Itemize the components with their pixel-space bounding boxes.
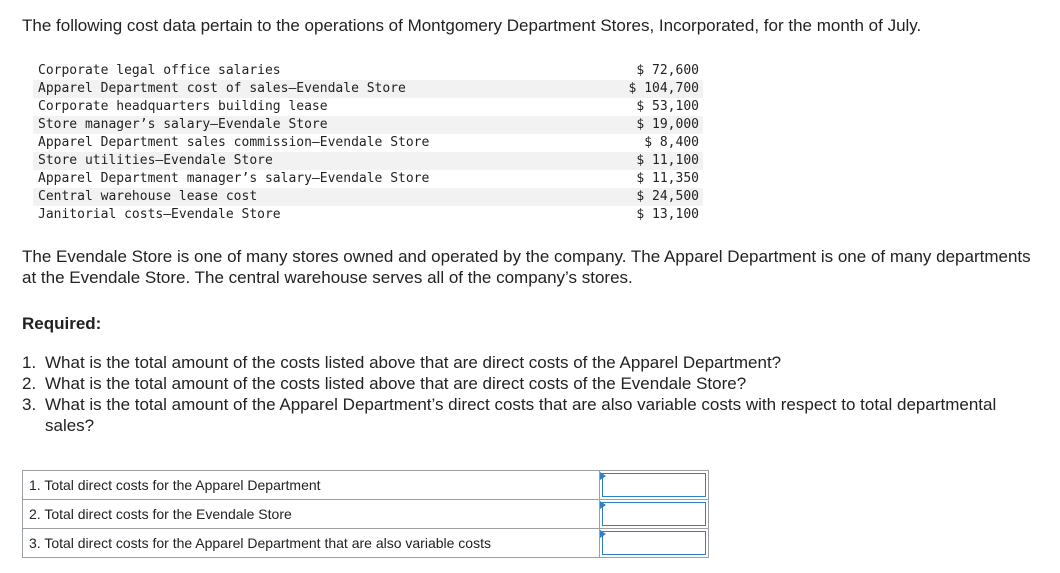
question-number: 1. <box>22 353 37 372</box>
question-text: What is the total amount of the costs listed above that are direct costs of the Apparel Department? <box>45 353 782 372</box>
cost-amount: $ 13,100 <box>636 207 699 222</box>
cost-row <box>33 98 703 116</box>
question-item <box>22 373 1042 394</box>
input-marker-icon <box>600 472 606 480</box>
input-marker-icon <box>600 501 606 509</box>
answer-label: 3. Total direct costs for the Apparel Department that are also variable costs <box>23 529 600 558</box>
answer-row <box>23 471 709 500</box>
cost-row <box>33 152 703 170</box>
question-text: What is the total amount of the Apparel Department’s direct costs that are also variable costs with respect to total departmental sales? <box>45 395 997 435</box>
apparel-direct-costs-input[interactable] <box>602 473 706 497</box>
cost-amount: $ 53,100 <box>636 99 699 114</box>
cost-label: Apparel Department cost of sales—Evendale Store <box>33 80 574 98</box>
question-item <box>22 394 1042 436</box>
answer-cell <box>600 529 709 558</box>
cost-label: Apparel Department sales commission—Evendale Store <box>38 135 430 150</box>
cost-data-table <box>33 62 703 224</box>
question-number: 2. <box>22 374 37 393</box>
answer-row <box>23 500 709 529</box>
question-item <box>22 352 1042 373</box>
cost-label: Store manager’s salary—Evendale Store <box>33 116 574 134</box>
cost-label: Store utilities—Evendale Store <box>33 152 574 170</box>
intro-text: The following cost data pertain to the operations of Montgomery Department Stores, Incorporated, for the month of July. <box>22 16 922 35</box>
evendale-direct-costs-input[interactable] <box>602 502 706 526</box>
answer-label: 2. Total direct costs for the Evendale Store <box>23 500 600 529</box>
cost-amount: $ 24,500 <box>574 188 703 206</box>
cost-label: Corporate legal office salaries <box>38 63 281 78</box>
answer-row <box>23 529 709 558</box>
required-heading: Required: <box>22 314 102 333</box>
cost-label: Central warehouse lease cost <box>33 188 574 206</box>
answer-label: 1. Total direct costs for the Apparel Department <box>23 471 600 500</box>
cost-row <box>33 134 703 152</box>
question-number: 3. <box>22 395 37 414</box>
cost-row <box>33 116 703 134</box>
cost-row <box>33 188 703 206</box>
answer-table <box>22 470 709 558</box>
context-paragraph: The Evendale Store is one of many stores owned and operated by the company. The Apparel Department is one of many departments at the Evendale Store. The central warehouse serves all of the company’s stores. <box>22 247 1031 287</box>
input-marker-icon <box>600 530 606 538</box>
cost-row <box>33 170 703 188</box>
cost-amount: $ 72,600 <box>636 63 699 78</box>
cost-amount: $ 11,100 <box>574 152 703 170</box>
answer-cell <box>600 500 709 529</box>
cost-amount: $ 8,400 <box>644 135 699 150</box>
apparel-variable-direct-costs-input[interactable] <box>602 531 706 555</box>
cost-label: Corporate headquarters building lease <box>38 99 328 114</box>
question-text: What is the total amount of the costs listed above that are direct costs of the Evendale Store? <box>45 374 747 393</box>
cost-row <box>33 206 703 224</box>
cost-amount: $ 19,000 <box>574 116 703 134</box>
cost-label: Apparel Department manager’s salary—Evendale Store <box>38 171 430 186</box>
cost-amount: $ 104,700 <box>574 80 703 98</box>
cost-row <box>33 80 703 98</box>
cost-label: Janitorial costs—Evendale Store <box>38 207 281 222</box>
cost-amount: $ 11,350 <box>636 171 699 186</box>
question-list <box>22 352 1042 436</box>
cost-row <box>33 62 703 80</box>
answer-cell <box>600 471 709 500</box>
